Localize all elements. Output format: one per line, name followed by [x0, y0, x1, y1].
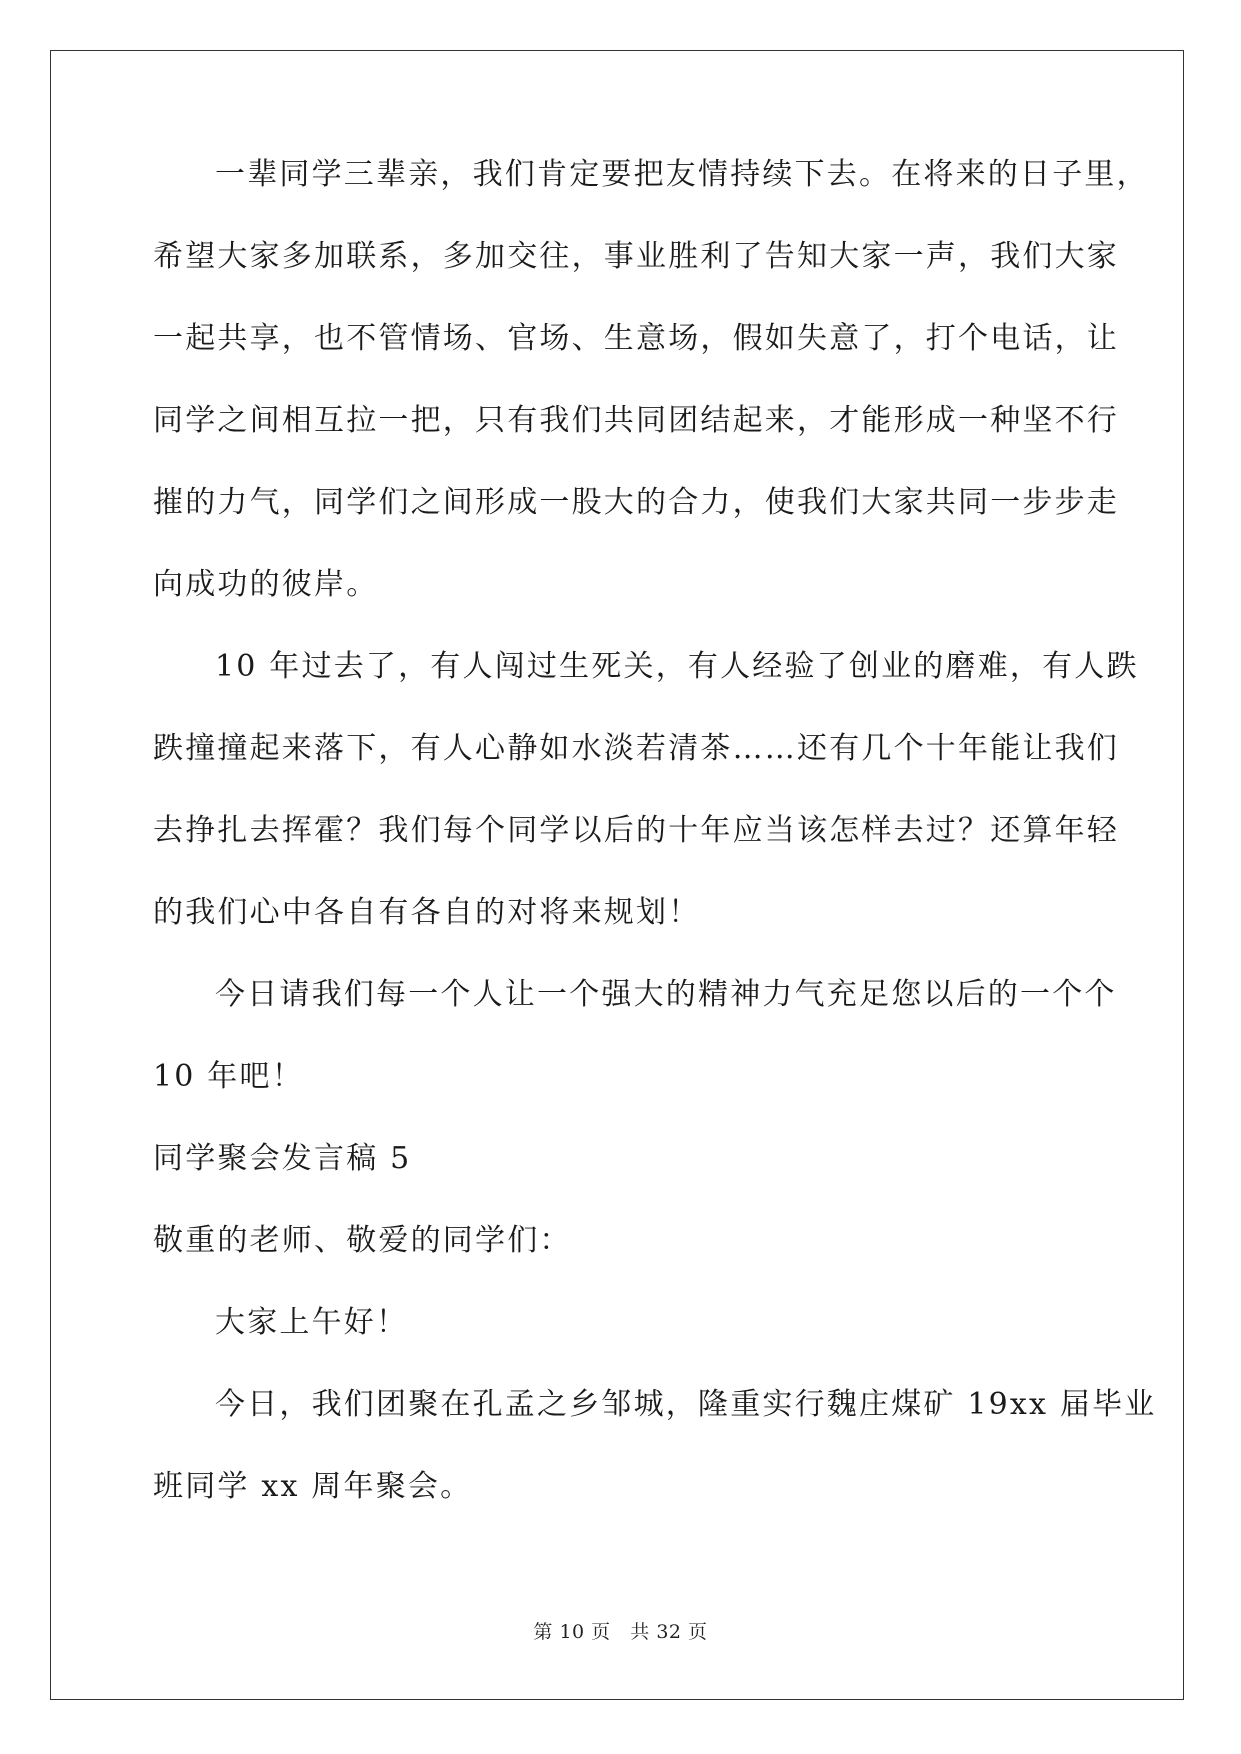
- paragraph-4-line: 敬重的老师、敬爱的同学们：: [153, 1223, 572, 1258]
- document-body: [153, 157, 1157, 1554]
- paragraph-0-line: 希望大家多加联系，多加交往，事业胜利了告知大家一声，我们大家: [153, 239, 1119, 274]
- paragraph-3-line: 同学聚会发言稿 5: [153, 1141, 412, 1176]
- paragraph-0-line: 一起共享，也不管情场、官场、生意场，假如失意了，打个电话，让: [153, 321, 1119, 356]
- paragraph-0-line: 向成功的彼岸。: [153, 567, 379, 602]
- paragraph-1-line: 跌撞撞起来落下，有人心静如水淡若清茶……还有几个十年能让我们: [153, 731, 1119, 766]
- page-number-label: 第 10 页 共 32 页: [533, 1621, 708, 1643]
- paragraph-1-line: 去挣扎去挥霍？我们每个同学以后的十年应当该怎样去过？还算年轻: [153, 813, 1119, 848]
- paragraph-0-line: 一辈同学三辈亲，我们肯定要把友情持续下去。在将来的日子里，: [215, 157, 1149, 192]
- paragraph-2-line: 10 年吧！: [153, 1059, 304, 1094]
- paragraph-0-line: 摧的力气，同学们之间形成一股大的合力，使我们大家共同一步步走: [153, 485, 1119, 520]
- paragraph-5-line: 大家上午好！: [215, 1305, 409, 1340]
- paragraph-6-line: 今日，我们团聚在孔孟之乡邹城，隆重实行魏庄煤矿 19xx 届毕业: [215, 1387, 1157, 1422]
- page-footer: [0, 1617, 1241, 1644]
- paragraph-6-line: 班同学 xx 周年聚会。: [153, 1469, 473, 1504]
- paragraph-1-line: 10 年过去了，有人闯过生死关，有人经验了创业的磨难，有人跌: [215, 649, 1139, 684]
- paragraph-0-line: 同学之间相互拉一把，只有我们共同团结起来，才能形成一种坚不行: [153, 403, 1119, 438]
- paragraph-2-line: 今日请我们每一个人让一个强大的精神力气充足您以后的一个个: [215, 977, 1117, 1012]
- paragraph-1-line: 的我们心中各自有各自的对将来规划！: [153, 895, 701, 930]
